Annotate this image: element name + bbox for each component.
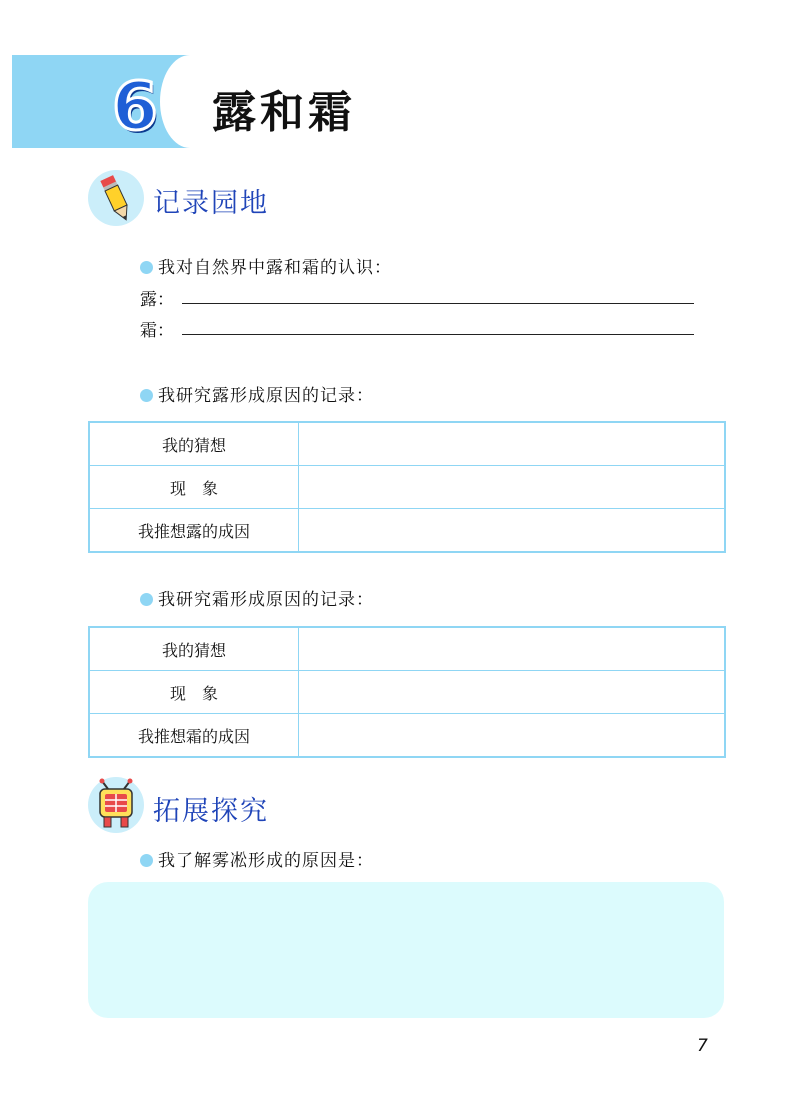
row-label: 现 象 [89, 466, 299, 509]
prompt-knowledge: 我对自然界中露和霜的认识： [140, 253, 392, 278]
blank-line[interactable] [182, 334, 694, 335]
tv-robot-icon [88, 777, 144, 833]
blank-line[interactable] [182, 303, 694, 304]
row-label: 现 象 [89, 671, 299, 714]
bullet-dot [140, 261, 153, 274]
row-label: 我推想露的成因 [89, 509, 299, 553]
answer-line-frost[interactable]: 霜： [140, 316, 174, 341]
table-row [89, 671, 725, 714]
answer-cell[interactable] [299, 422, 726, 466]
prompt-frost-record: 我研究霜形成原因的记录： [140, 585, 374, 610]
pencil-icon [88, 170, 144, 226]
answer-cell[interactable] [299, 466, 726, 509]
table-row [89, 466, 725, 509]
answer-cell[interactable] [299, 671, 726, 714]
bullet-dot [140, 389, 153, 402]
dew-record-table [88, 421, 726, 553]
answer-line-dew[interactable]: 露： [140, 285, 174, 310]
row-label: 我的猜想 [89, 422, 299, 466]
row-label: 我的猜想 [89, 627, 299, 671]
table-row [89, 509, 725, 553]
answer-cell[interactable] [299, 714, 726, 758]
lesson-number: 6 [112, 68, 158, 145]
section-title-extend: 拓展探究 [153, 796, 269, 827]
table-row [89, 627, 725, 671]
bullet-dot [140, 854, 153, 867]
prompt-rime: 我了解雾凇形成的原因是： [140, 846, 374, 871]
answer-cell[interactable] [299, 509, 726, 553]
frost-record-table [88, 626, 726, 758]
rime-answer-box[interactable] [88, 882, 724, 1018]
page-number: 7 [697, 1036, 708, 1056]
answer-cell[interactable] [299, 627, 726, 671]
section-title-record: 记录园地 [153, 188, 269, 219]
prompt-dew-record: 我研究露形成原因的记录： [140, 381, 374, 406]
bullet-dot [140, 593, 153, 606]
lesson-title: 露和霜 [212, 87, 356, 138]
table-row [89, 714, 725, 758]
row-label: 我推想霜的成因 [89, 714, 299, 758]
table-row [89, 422, 725, 466]
